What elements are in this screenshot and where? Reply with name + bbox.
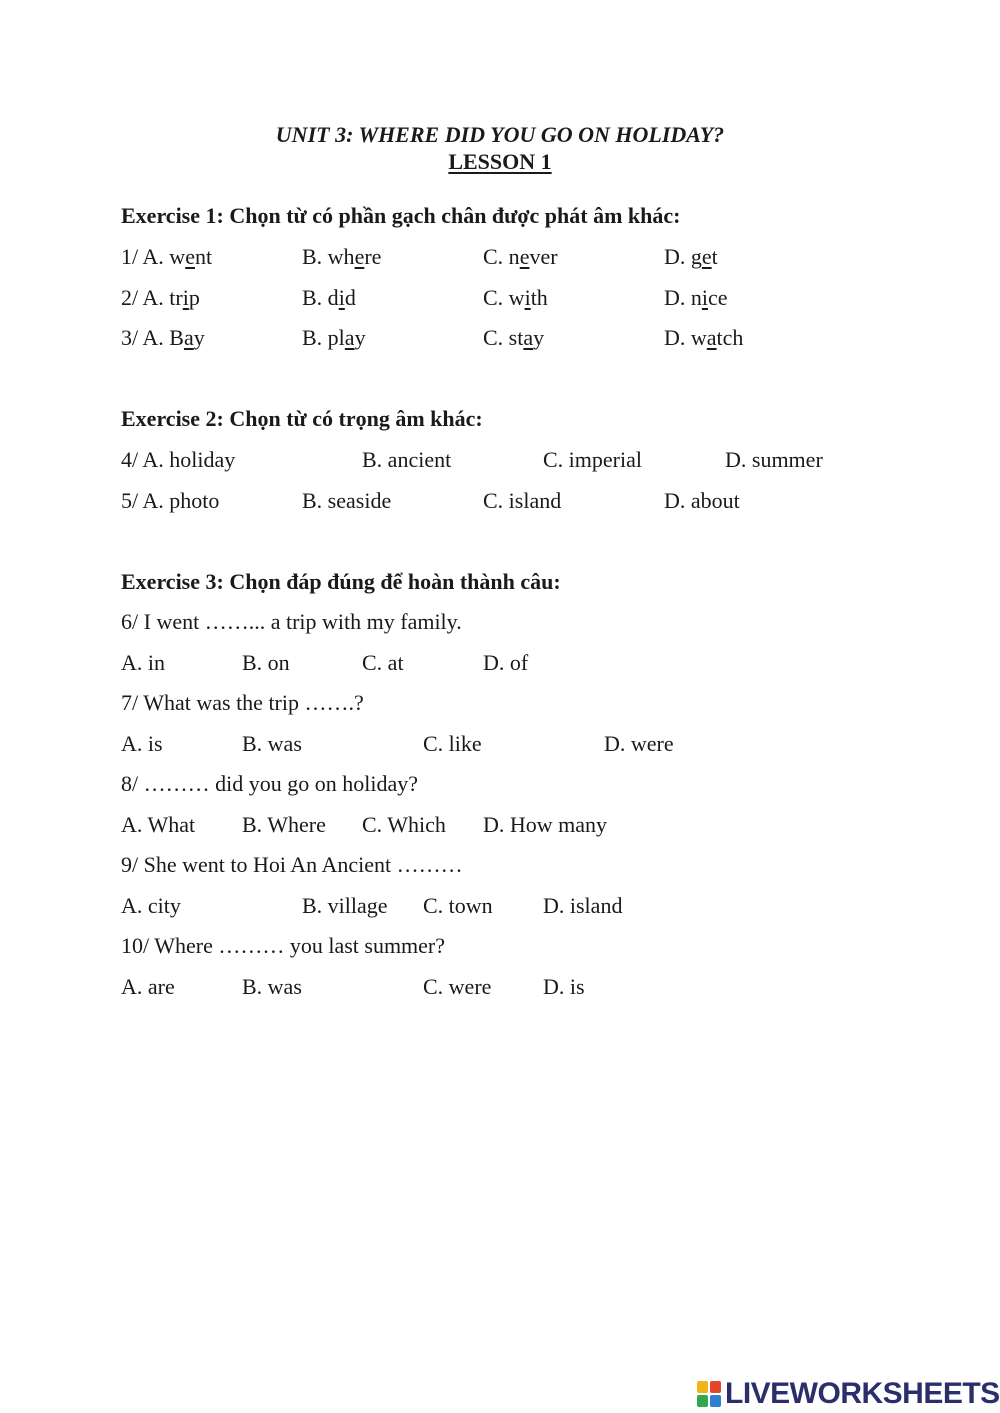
logo-text: LIVEWORKSHEETS	[725, 1377, 1000, 1410]
q3-option-c: C. stay	[483, 325, 545, 350]
q9-option-b: B. village	[302, 893, 388, 918]
q4-option-b: B. ancient	[362, 447, 452, 472]
q2-option-a: 2/ A. trip	[121, 285, 200, 310]
q9-option-c: C. town	[423, 893, 493, 918]
lesson-title: LESSON 1	[448, 149, 552, 174]
q4-option-a: 4/ A. holiday	[121, 447, 236, 472]
logo-mark-icon	[697, 1381, 721, 1407]
q2-option-d: D. nice	[664, 285, 728, 310]
q1-option-d: D. get	[664, 244, 718, 269]
q2-option-b: B. did	[302, 285, 356, 310]
q7-stem: 7/ What was the trip …….?	[121, 690, 364, 715]
q7-option-b: B. was	[242, 731, 302, 756]
q9-stem: 9/ She went to Hoi An Ancient ………	[121, 852, 463, 877]
q5-option-a: 5/ A. photo	[121, 488, 220, 513]
q3-option-b: B. play	[302, 325, 366, 350]
worksheet-title: UNIT 3: WHERE DID YOU GO ON HOLIDAY?	[275, 122, 725, 147]
q10-option-c: C. were	[423, 974, 492, 999]
q1-option-b: B. where	[302, 244, 382, 269]
q3-option-d: D. watch	[664, 325, 744, 350]
q1-option-c: C. never	[483, 244, 558, 269]
q8-option-b: B. Where	[242, 812, 326, 837]
q7-option-c: C. like	[423, 731, 482, 756]
q6-stem: 6/ I went ……... a trip with my family.	[121, 609, 462, 634]
q2-option-c: C. with	[483, 285, 548, 310]
q4-option-d: D. summer	[725, 447, 823, 472]
q10-option-d: D. is	[543, 974, 585, 999]
q4-option-c: C. imperial	[543, 447, 642, 472]
q5-option-b: B. seaside	[302, 488, 392, 513]
q10-stem: 10/ Where ……… you last summer?	[121, 933, 446, 958]
q8-option-d: D. How many	[483, 812, 608, 837]
q5-option-d: D. about	[664, 488, 740, 513]
q10-option-a: A. are	[121, 974, 175, 999]
q8-stem: 8/ ……… did you go on holiday?	[121, 771, 418, 796]
q5-option-c: C. island	[483, 488, 562, 513]
liveworksheets-logo	[697, 1376, 1000, 1412]
q9-option-d: D. island	[543, 893, 623, 918]
q10-option-b: B. was	[242, 974, 302, 999]
exercise-2-heading: Exercise 2: Chọn từ có trọng âm khác:	[121, 406, 483, 431]
q7-option-a: A. is	[121, 731, 163, 756]
q6-option-d: D. of	[483, 650, 529, 675]
q6-option-c: C. at	[362, 650, 404, 675]
q1-option-a: 1/ A. went	[121, 244, 213, 269]
q3-option-a: 3/ A. Bay	[121, 325, 205, 350]
exercise-1-heading: Exercise 1: Chọn từ có phần gạch chân được phát âm khác:	[121, 203, 681, 228]
q9-option-a: A. city	[121, 893, 181, 918]
q8-option-a: A. What	[121, 812, 196, 837]
q7-option-d: D. were	[604, 731, 674, 756]
q8-option-c: C. Which	[362, 812, 446, 837]
q6-option-b: B. on	[242, 650, 290, 675]
q6-option-a: A. in	[121, 650, 165, 675]
exercise-3-heading: Exercise 3: Chọn đáp đúng để hoàn thành câu:	[121, 569, 561, 594]
